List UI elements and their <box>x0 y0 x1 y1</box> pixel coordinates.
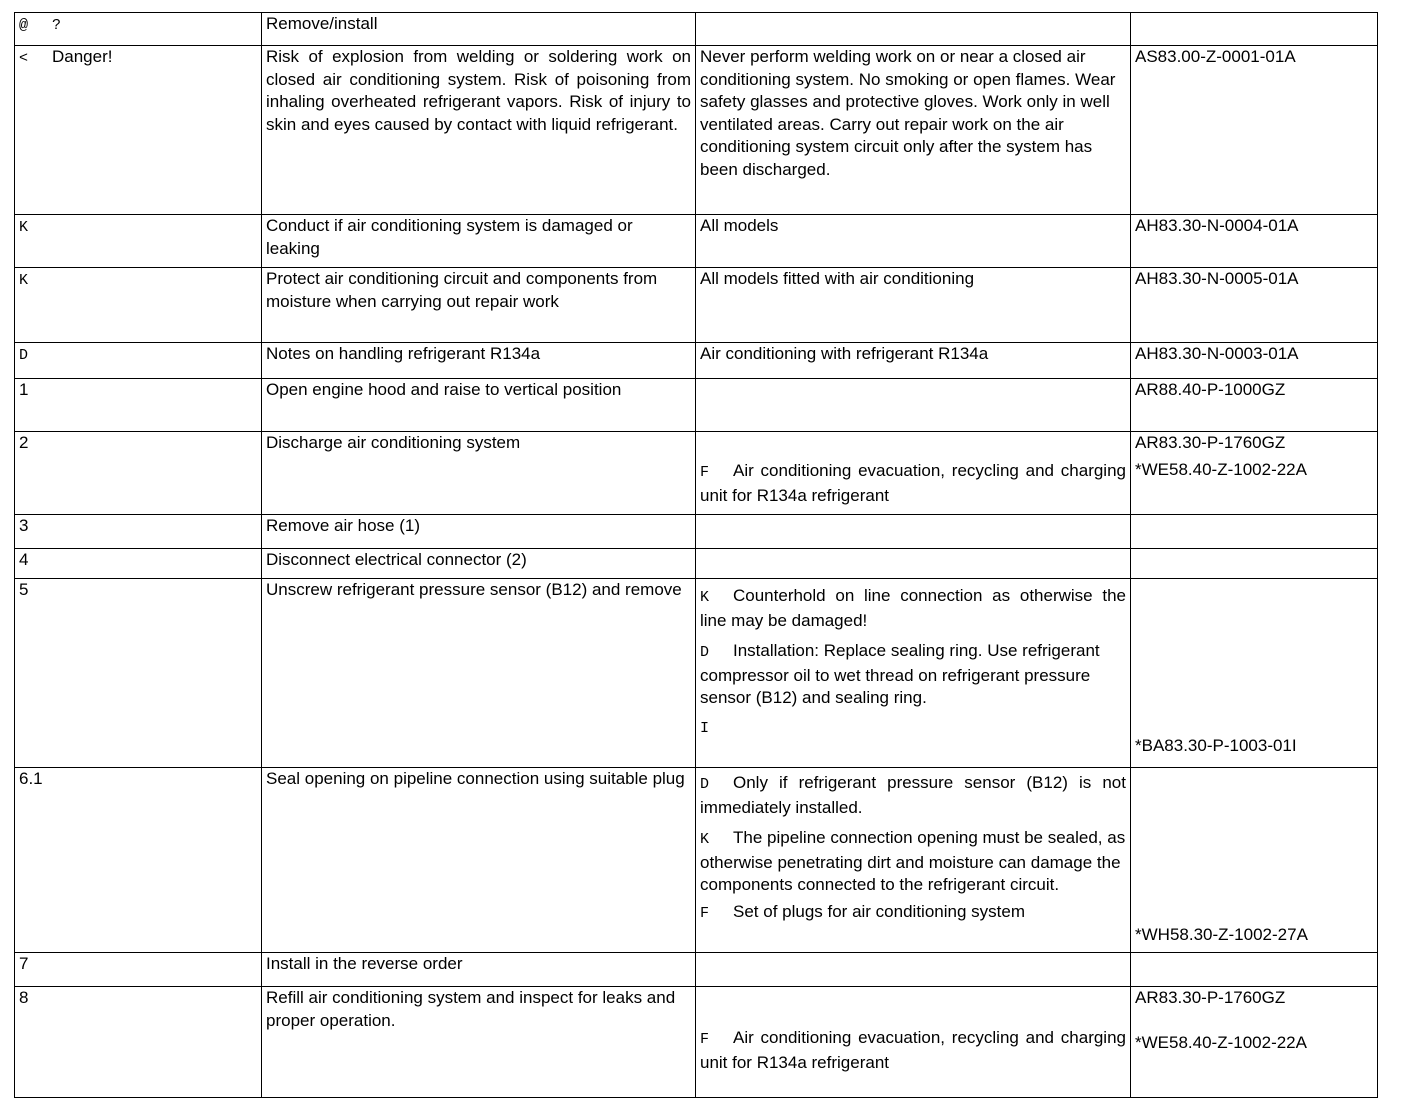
row-type-cell <box>15 432 262 515</box>
note-cell <box>696 432 1131 515</box>
instruction-cell <box>262 379 696 432</box>
note-cell <box>696 953 1131 987</box>
table-row <box>15 768 1378 953</box>
step-number: 5 <box>19 580 29 599</box>
instruction-text: Protect air conditioning circuit and components from moisture when carrying out repair work <box>266 269 658 311</box>
note-cell <box>696 549 1131 579</box>
note-cell <box>696 343 1131 379</box>
note-text: All models fitted with air conditioning <box>700 269 975 288</box>
reference-code: AH83.30-N-0003-01A <box>1135 344 1299 363</box>
table-row <box>15 13 1378 46</box>
instruction-cell <box>262 432 696 515</box>
reference-code: AR83.30-P-1760GZ <box>1135 433 1286 452</box>
reference-cell <box>1131 343 1378 379</box>
instruction-text: Remove air hose (1) <box>266 516 421 535</box>
instruction-text: Discharge air conditioning system <box>266 433 521 452</box>
info-symbol-icon: @ <box>19 17 29 34</box>
image-i-icon: I <box>700 719 710 737</box>
instruction-text: Unscrew refrigerant pressure sensor (B12) and remove <box>266 580 682 599</box>
note-text: The pipeline connection opening must be sealed, as otherwise penetrating dirt and moisture can damage the components connected to the refrigerant circuit. <box>700 828 1126 894</box>
note-cell <box>696 268 1131 343</box>
instruction-text: Risk of explosion from welding or soldering work on closed air conditioning system. Risk of poisoning from inhaling overheated refrigerant vapors. Risk of injury to skin and eyes caused by contact with liquid refrigerant. <box>266 47 691 134</box>
row-type-cell <box>15 13 262 46</box>
instruction-text: Seal opening on pipeline connection using suitable plug <box>266 769 685 788</box>
step-number: 4 <box>19 550 29 569</box>
tool-f-icon: F <box>700 464 710 481</box>
instruction-text: Refill air conditioning system and inspect for leaks and proper operation. <box>266 988 676 1030</box>
reference-cell <box>1131 987 1378 1098</box>
note-cell <box>696 13 1131 46</box>
step-number: 6.1 <box>19 769 43 788</box>
row-type-cell <box>15 343 262 379</box>
note-text: Air conditioning evacuation, recycling and charging unit for R134a refrigerant <box>700 1028 1126 1072</box>
step-number: 3 <box>19 516 29 535</box>
instruction-text: Remove/install <box>266 14 378 33</box>
note-d-icon: D <box>19 347 29 364</box>
warning-k-icon: K <box>700 589 710 606</box>
instruction-cell <box>262 549 696 579</box>
instruction-text: Conduct if air conditioning system is damaged or leaking <box>266 216 633 258</box>
note-cell <box>696 215 1131 268</box>
row-label: ? <box>52 17 62 34</box>
note-text: Air conditioning with refrigerant R134a <box>700 344 989 363</box>
reference-cell <box>1131 579 1378 768</box>
table-row <box>15 343 1378 379</box>
table-row <box>15 432 1378 515</box>
note-d-icon: D <box>700 644 710 661</box>
instruction-cell <box>262 987 696 1098</box>
reference-cell <box>1131 515 1378 549</box>
table-row <box>15 579 1378 768</box>
table-row <box>15 987 1378 1098</box>
reference-code: AR88.40-P-1000GZ <box>1135 380 1286 399</box>
reference-cell <box>1131 768 1378 953</box>
row-type-cell <box>15 579 262 768</box>
note-cell <box>696 46 1131 215</box>
row-type-cell <box>15 268 262 343</box>
table-row <box>15 379 1378 432</box>
row-type-cell <box>15 768 262 953</box>
note-text: Set of plugs for air conditioning system <box>733 901 1025 921</box>
reference-code: AR83.30-P-1760GZ <box>1135 988 1286 1007</box>
note-cell <box>696 515 1131 549</box>
reference-cell <box>1131 432 1378 515</box>
reference-code: AS83.00-Z-0001-01A <box>1135 47 1296 66</box>
table-row <box>15 215 1378 268</box>
row-type-cell <box>15 515 262 549</box>
note-cell <box>696 768 1131 953</box>
note-text: Only if refrigerant pressure sensor (B12) is not immediately installed. <box>700 773 1126 817</box>
instruction-text: Open engine hood and raise to vertical position <box>266 380 622 399</box>
table-row <box>15 953 1378 987</box>
instruction-cell <box>262 768 696 953</box>
instruction-cell <box>262 13 696 46</box>
reference-code: *WH58.30-Z-1002-27A <box>1135 924 1308 944</box>
instruction-text: Install in the reverse order <box>266 954 463 973</box>
instruction-text: Notes on handling refrigerant R134a <box>266 344 541 363</box>
reference-cell <box>1131 549 1378 579</box>
warning-k-icon: K <box>19 272 29 289</box>
instruction-text: Disconnect electrical connector (2) <box>266 550 527 569</box>
row-type-cell <box>15 549 262 579</box>
procedure-table <box>14 12 1378 1098</box>
step-number: 1 <box>19 380 29 399</box>
note-d-icon: D <box>700 776 710 793</box>
tool-f-icon: F <box>700 1031 710 1048</box>
note-cell <box>696 579 1131 768</box>
note-text: Counterhold on line connection as otherwise the line may be damaged! <box>700 586 1126 630</box>
reference-cell <box>1131 953 1378 987</box>
row-type-cell <box>15 953 262 987</box>
note-text: Never perform welding work on or near a closed air conditioning system. No smoking or open flames. Wear safety glasses and protective gloves. Work only in well ventilated areas. Carry out repair work on the air conditioning system circuit only after the system has been discharged. <box>700 47 1116 179</box>
row-type-cell <box>15 215 262 268</box>
note-cell <box>696 987 1131 1098</box>
note-text: All models <box>700 216 779 235</box>
instruction-cell <box>262 579 696 768</box>
table-row <box>15 268 1378 343</box>
note-cell <box>696 379 1131 432</box>
instruction-cell <box>262 268 696 343</box>
reference-code: *WE58.40-Z-1002-22A <box>1135 1032 1307 1052</box>
note-text: Installation: Replace sealing ring. Use refrigerant compressor oil to wet thread on refrigerant pressure sensor (B12) and sealing ring. <box>700 641 1100 707</box>
note-text: Air conditioning evacuation, recycling and charging unit for R134a refrigerant <box>700 461 1126 505</box>
warning-k-icon: K <box>19 219 29 236</box>
reference-code: *WE58.40-Z-1002-22A <box>1135 459 1307 479</box>
reference-cell <box>1131 379 1378 432</box>
step-number: 2 <box>19 433 29 452</box>
reference-code: AH83.30-N-0004-01A <box>1135 216 1299 235</box>
table-row <box>15 46 1378 215</box>
step-number: 7 <box>19 954 29 973</box>
table-row <box>15 515 1378 549</box>
step-number: 8 <box>19 988 29 1007</box>
danger-label: Danger! <box>52 47 113 66</box>
table-row <box>15 549 1378 579</box>
warning-k-icon: K <box>700 831 710 848</box>
reference-cell <box>1131 268 1378 343</box>
instruction-cell <box>262 343 696 379</box>
row-type-cell <box>15 46 262 215</box>
reference-code: *BA83.30-P-1003-01I <box>1135 735 1297 755</box>
reference-code: AH83.30-N-0005-01A <box>1135 269 1299 288</box>
danger-icon: < <box>19 50 29 67</box>
reference-cell <box>1131 46 1378 215</box>
instruction-cell <box>262 215 696 268</box>
tool-f-icon: F <box>700 904 710 922</box>
reference-cell <box>1131 215 1378 268</box>
row-type-cell <box>15 987 262 1098</box>
instruction-cell <box>262 515 696 549</box>
instruction-cell <box>262 953 696 987</box>
reference-cell <box>1131 13 1378 46</box>
row-type-cell <box>15 379 262 432</box>
instruction-cell <box>262 46 696 215</box>
